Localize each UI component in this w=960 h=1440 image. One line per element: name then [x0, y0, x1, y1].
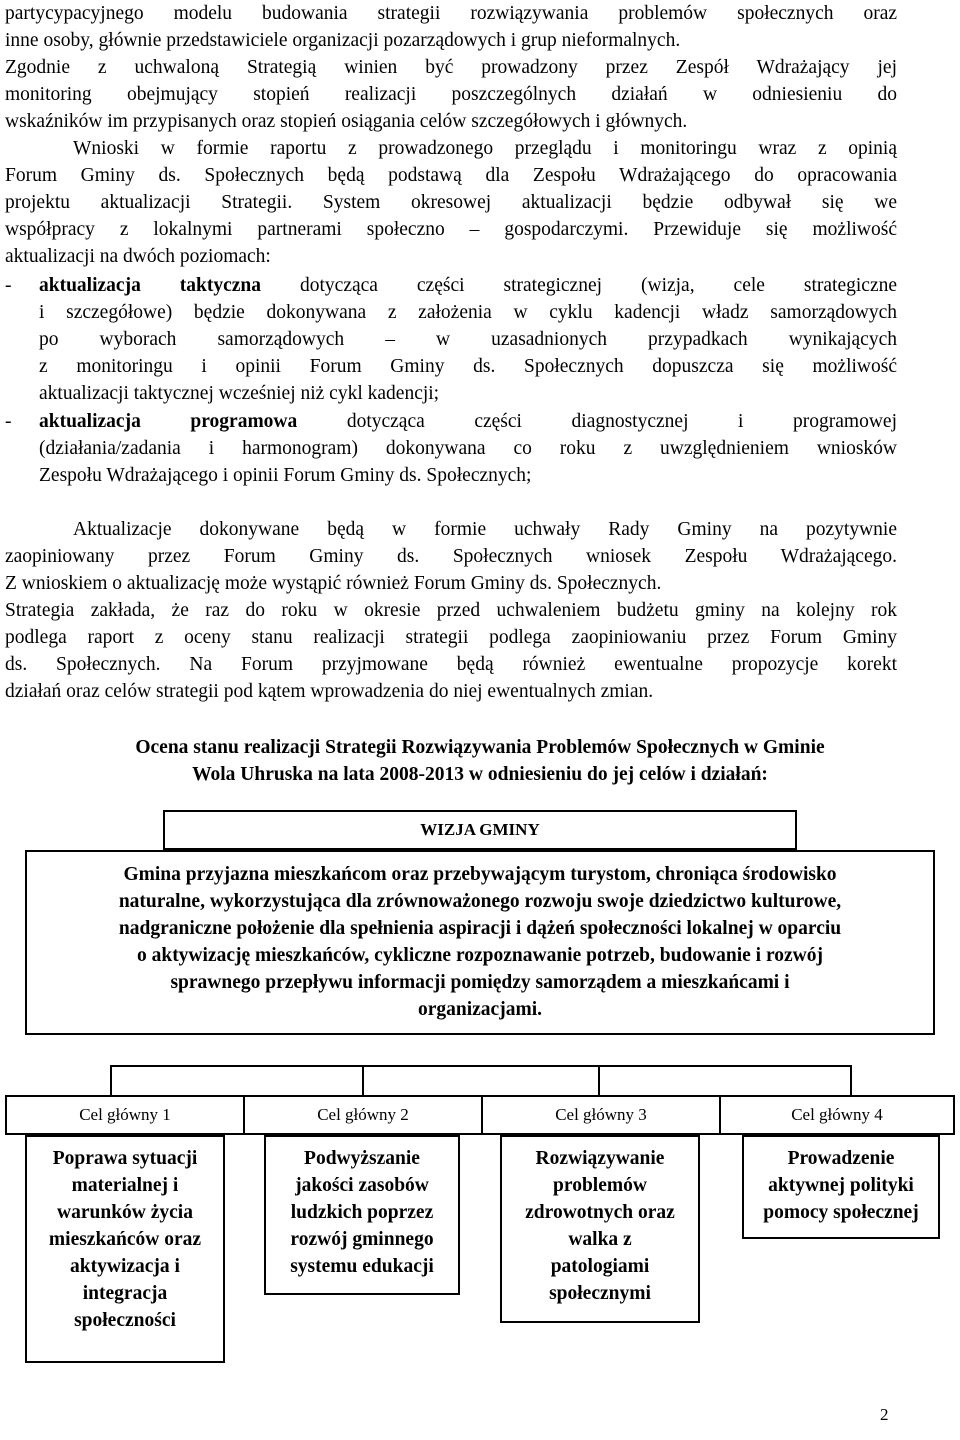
goal-line: aktywnej polityki [768, 1175, 914, 1196]
page-number: 2 [880, 1405, 889, 1424]
goal-line: systemu edukacji [290, 1256, 434, 1277]
heading-line: Ocena stanu realizacji Strategii Rozwiązywania Problemów Społecznych w Gminie [135, 737, 825, 758]
text-line: projektu aktualizacji Strategii. System okresowej aktualizacji będzie odbywał się we [5, 192, 897, 213]
bullet-term: aktualizacja programowa [39, 411, 298, 432]
text-line: podlega raport z oceny stanu realizacji strategii podlega zaopiniowaniu przez Forum Gminy [5, 627, 897, 648]
paragraph-monitoring [5, 0, 897, 135]
text-line: Forum Gminy ds. Społecznych będą podstawą dla Zespołu Wdrażającego do opracowania [5, 165, 897, 186]
goal-line: patologiami [550, 1256, 650, 1277]
goal-line: mieszkańców oraz [48, 1229, 202, 1250]
goal-line: integracja [82, 1283, 168, 1304]
goal-line: społecznymi [549, 1283, 651, 1304]
text-line: inne osoby, głównie przedstawiciele organizacji pozarządowych i grup nieformalnych. [5, 30, 681, 51]
goal-label-box: Cel główny 2 [243, 1095, 483, 1135]
goal-content-box [500, 1135, 700, 1323]
vision-line: organizacjami. [417, 999, 542, 1020]
goal-line: pomocy społecznej [763, 1202, 919, 1223]
paragraph-conclusions [5, 135, 897, 270]
connector-vertical [598, 1065, 600, 1095]
goal-line: Poprawa sytuacji [52, 1148, 198, 1169]
bullet-tactical-update [5, 272, 897, 407]
vision-line: sprawnego przepływu informacji pomiędzy samorządem a mieszkańcami i [170, 972, 790, 993]
text-line: po wyborach samorządowych – w uzasadnionych przypadkach wynikających [39, 329, 897, 350]
vision-line: o aktywizację mieszkańców, cykliczne rozpoznawanie potrzeb, budowanie i rozwój [136, 945, 824, 966]
goal-content-box [25, 1135, 225, 1363]
text-line: Zespołu Wdrażającego i opinii Forum Gminy ds. Społecznych; [39, 465, 532, 486]
goal-line: warunków życia [57, 1202, 193, 1223]
text-line: (działania/zadania i harmonogram) dokonywana co roku z uwzględnieniem wniosków [39, 438, 897, 459]
text-line: Zgodnie z uchwaloną Strategią winien być prowadzony przez Zespół Wdrażający jej [5, 57, 897, 78]
text-line: i szczegółowe) będzie dokonywana z założenia w cyklu kadencji władz samorządowych [39, 302, 897, 323]
goal-line: Prowadzenie [787, 1148, 895, 1169]
bullet-term: aktualizacja taktyczna [39, 275, 262, 296]
vision-box [25, 850, 935, 1035]
goal-line: materialnej i [71, 1175, 179, 1196]
connector-vertical [362, 1065, 364, 1095]
paragraph-updates [5, 516, 897, 705]
section-heading [0, 734, 960, 788]
text-line: Wnioski w formie raportu z prowadzonego przeglądu i monitoringu wraz z opinią [73, 138, 897, 159]
goal-content-box [742, 1135, 940, 1239]
text-line: wskaźników im przypisanych oraz stopień osiągania celów szczegółowych i głównych. [5, 111, 688, 132]
goal-content-box [264, 1135, 460, 1295]
text-line [5, 272, 897, 299]
text-line: aktualizacji na dwóch poziomach: [5, 246, 271, 267]
text-line: zaopiniowany przez Forum Gminy ds. Społecznych wniosek Zespołu Wdrażającego. [5, 546, 897, 567]
text-line: partycypacyjnego modelu budowania strategii rozwiązywania problemów społecznych oraz [5, 3, 897, 24]
text-line [5, 408, 897, 435]
bullet-text: dotycząca części diagnostycznej i programowej [346, 411, 897, 432]
goal-line: jakości zasobów [295, 1175, 429, 1196]
text-line: działań oraz celów strategii pod kątem wprowadzenia do niej ewentualnych zmian. [5, 681, 654, 702]
connector-vertical [110, 1065, 112, 1095]
goal-line: Podwyższanie [304, 1148, 420, 1169]
goal-line: społeczności [74, 1310, 176, 1331]
vision-line: Gmina przyjazna mieszkańcom oraz przebywającym turystom, chroniąca środowisko [123, 864, 837, 885]
vision-line: naturalne, wykorzystująca dla zrównoważonego rozwoju swoje dziedzictwo kulturowe, [118, 891, 842, 912]
text-line: ds. Społecznych. Na Forum przyjmowane będą również ewentualne propozycje korekt [5, 654, 897, 675]
goal-line: ludzkich poprzez [290, 1202, 434, 1223]
goal-line: Rozwiązywanie [535, 1148, 665, 1169]
vision-title-box: WIZJA GMINY [163, 810, 797, 850]
goal-line: problemów [553, 1175, 647, 1196]
goal-line: walka z [568, 1229, 632, 1250]
goal-label-box: Cel główny 4 [719, 1095, 955, 1135]
connector-horizontal [110, 1065, 852, 1067]
connector-vertical [850, 1065, 852, 1095]
goal-line: aktywizacja i [70, 1256, 180, 1277]
text-line: monitoring obejmujący stopień realizacji poszczególnych działań w odniesieniu do [5, 84, 897, 105]
bullet-program-update [5, 408, 897, 489]
goal-line: zdrowotnych oraz [525, 1202, 675, 1223]
heading-line: Wola Uhruska na lata 2008-2013 w odniesieniu do jej celów i działań: [192, 764, 768, 785]
bullet-dash: - [5, 411, 12, 432]
text-line: aktualizacji taktycznej wcześniej niż cykl kadencji; [39, 383, 440, 404]
text-line: Z wnioskiem o aktualizację może wystąpić również Forum Gminy ds. Społecznych. [5, 573, 662, 594]
text-line: Strategia zakłada, że raz do roku w okresie przed uchwaleniem budżetu gminy na kolejny rok [5, 600, 897, 621]
text-line: z monitoringu i opinii Forum Gminy ds. Społecznych dopuszcza się możliwość [39, 356, 897, 377]
goal-label-box: Cel główny 1 [5, 1095, 245, 1135]
text-line: Aktualizacje dokonywane będą w formie uchwały Rady Gminy na pozytywnie [73, 519, 897, 540]
bullet-dash: - [5, 275, 12, 296]
bullet-text: dotycząca części strategicznej (wizja, cele strategiczne [300, 275, 898, 296]
goal-line: rozwój gminnego [290, 1229, 434, 1250]
goal-label-box: Cel główny 3 [481, 1095, 721, 1135]
text-line: współpracy z lokalnymi partnerami społeczno – gospodarczymi. Przewiduje się możliwość [5, 219, 897, 240]
vision-line: nadgraniczne położenie dla spełnienia aspiracji i dążeń społeczności lokalnej w oparciu [118, 918, 842, 939]
